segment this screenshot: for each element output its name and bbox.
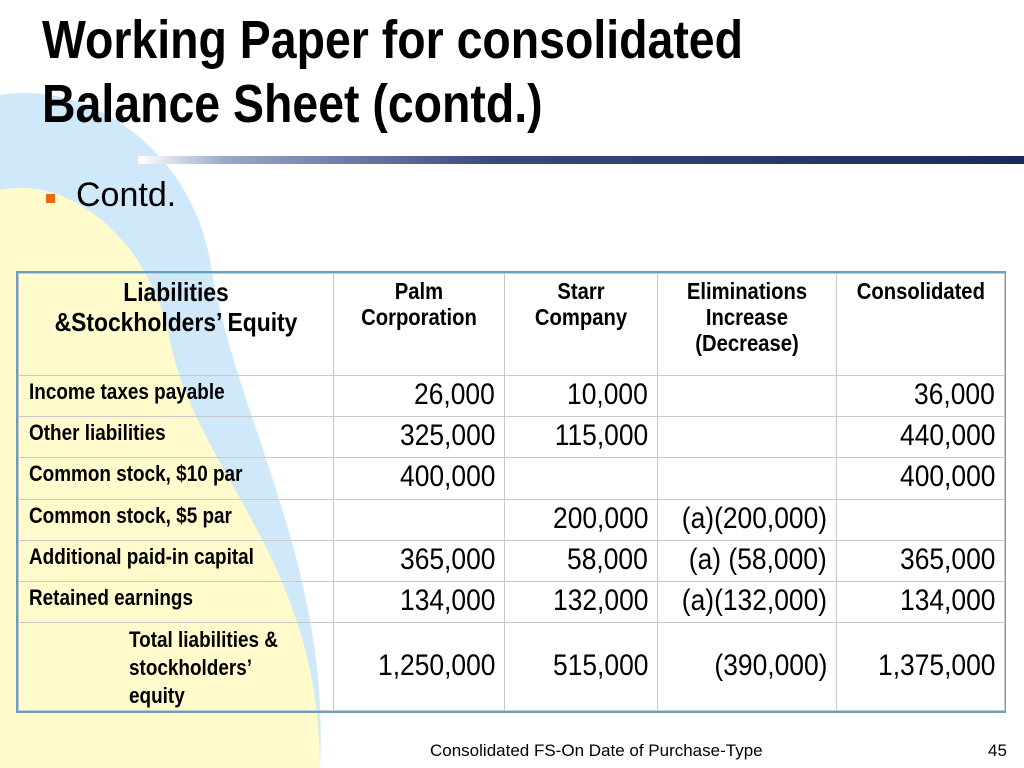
- header-consolidated: Consolidated: [837, 274, 1005, 376]
- cell-palm: 26,000: [334, 376, 505, 417]
- cell-consolidated: 440,000: [837, 417, 1005, 458]
- square-bullet-icon: [46, 194, 55, 203]
- cell-eliminations: (a) (58,000): [658, 540, 837, 581]
- slide-title-line2: Balance Sheet (contd.): [42, 74, 543, 134]
- cell-palm: [334, 499, 505, 540]
- page-number: 45: [988, 741, 1007, 760]
- cell-consolidated: 400,000: [837, 458, 1005, 499]
- cell-eliminations: [658, 376, 837, 417]
- header-starr-company: Starr Company: [505, 274, 658, 376]
- cell-starr: 200,000: [505, 499, 658, 540]
- table-row: [19, 458, 1005, 499]
- cell-starr: 10,000: [505, 376, 658, 417]
- total-label: Total liabilities & stockholders’ equity: [19, 622, 334, 710]
- cell-consolidated: 365,000: [837, 540, 1005, 581]
- total-eliminations: (390,000): [658, 622, 837, 710]
- row-label: Income taxes payable: [19, 376, 334, 417]
- slide-title: [42, 8, 743, 136]
- slide-footer: Consolidated FS-On Date of Purchase-Type: [430, 741, 763, 760]
- total-palm: 1,250,000: [334, 622, 505, 710]
- row-label: Retained earnings: [19, 581, 334, 622]
- row-label: Additional paid-in capital: [19, 540, 334, 581]
- cell-consolidated: [837, 499, 1005, 540]
- cell-palm: 325,000: [334, 417, 505, 458]
- row-label: Other liabilities: [19, 417, 334, 458]
- table-header-row: [19, 274, 1005, 376]
- cell-eliminations: [658, 417, 837, 458]
- table-row: [19, 376, 1005, 417]
- table-total-row: [19, 622, 1005, 710]
- table-row: [19, 540, 1005, 581]
- cell-starr: [505, 458, 658, 499]
- header-eliminations: Eliminations Increase (Decrease): [658, 274, 837, 376]
- bullet-text: Contd.: [76, 176, 177, 214]
- table-row: [19, 499, 1005, 540]
- slide-title-line1: Working Paper for consolidated: [42, 10, 744, 70]
- table-row: [19, 581, 1005, 622]
- header-liabilities-equity: Liabilities &Stockholders’ Equity: [19, 274, 334, 376]
- table-row: [19, 417, 1005, 458]
- cell-palm: 134,000: [334, 581, 505, 622]
- row-label: Common stock, $5 par: [19, 499, 334, 540]
- cell-palm: 365,000: [334, 540, 505, 581]
- row-label: Common stock, $10 par: [19, 458, 334, 499]
- cell-starr: 115,000: [505, 417, 658, 458]
- cell-starr: 132,000: [505, 581, 658, 622]
- total-starr: 515,000: [505, 622, 658, 710]
- cell-consolidated: 134,000: [837, 581, 1005, 622]
- balance-sheet-table: [16, 271, 1006, 713]
- cell-consolidated: 36,000: [837, 376, 1005, 417]
- total-consolidated: 1,375,000: [837, 622, 1005, 710]
- header-palm-corporation: Palm Corporation: [334, 274, 505, 376]
- title-underline: [138, 156, 1024, 164]
- cell-palm: 400,000: [334, 458, 505, 499]
- bullet-item: [46, 176, 176, 215]
- cell-eliminations: (a)(200,000): [658, 499, 837, 540]
- cell-eliminations: (a)(132,000): [658, 581, 837, 622]
- cell-starr: 58,000: [505, 540, 658, 581]
- cell-eliminations: [658, 458, 837, 499]
